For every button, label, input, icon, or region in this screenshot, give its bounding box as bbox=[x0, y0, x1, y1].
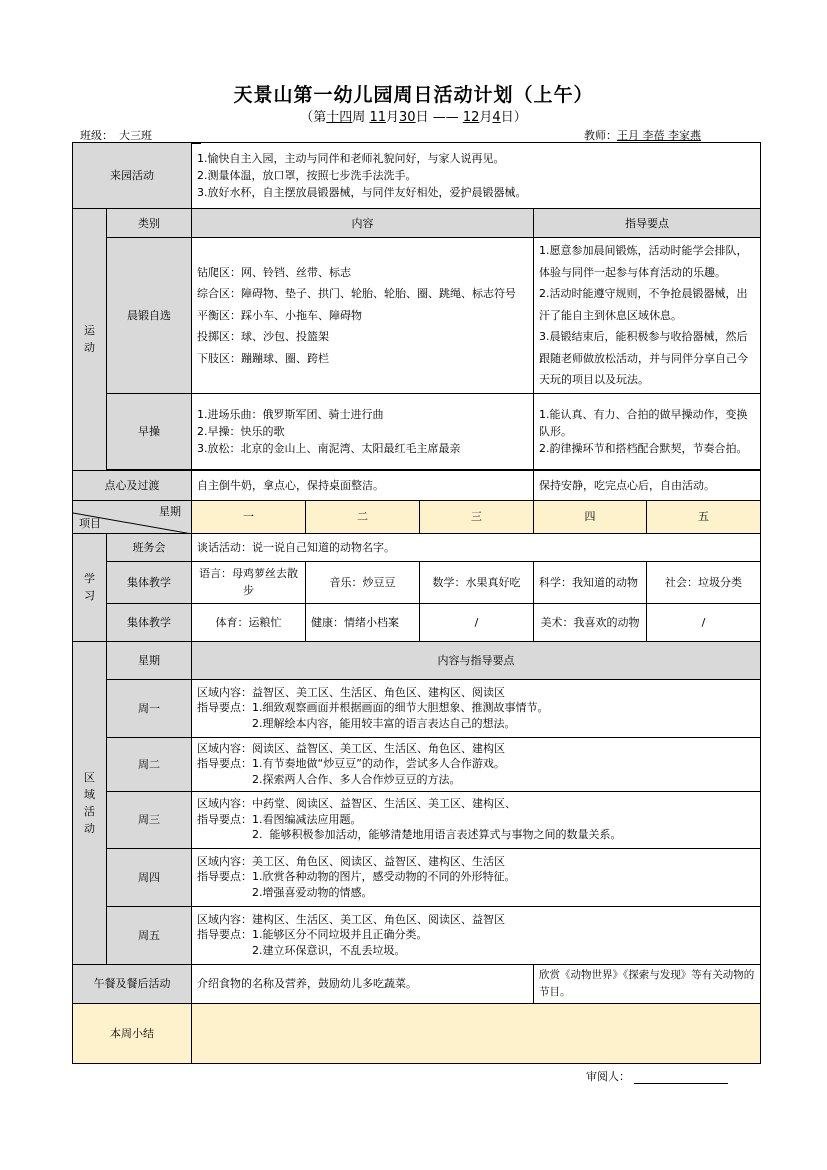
plan-table bbox=[72, 142, 761, 1064]
arrival-label: 来园活动 bbox=[73, 143, 192, 209]
exercise-content-line: 2.早操：快乐的歌 bbox=[197, 424, 285, 438]
area-col-day: 星期 bbox=[107, 641, 192, 679]
area-section-label bbox=[73, 641, 107, 964]
weekday-label: 星期 bbox=[159, 504, 181, 518]
sports-col-type: 类别 bbox=[107, 209, 192, 238]
area-day-label: 周三 bbox=[107, 791, 192, 848]
area-line: 2.探索两人合作、多人合作炒豆豆的方法。 bbox=[197, 772, 461, 786]
morning-content-line: 综合区：障碍物、垫子、拱门、轮胎、轮胎、圈、跳绳、标志符号 bbox=[197, 287, 516, 300]
morning-content bbox=[192, 238, 534, 394]
group-teaching-row-1 bbox=[73, 561, 761, 603]
exercise-row bbox=[73, 393, 761, 469]
weekday-thu: 四 bbox=[534, 500, 647, 533]
lesson-wed: / bbox=[420, 603, 534, 641]
lesson-wed: 数学：水果真好吃 bbox=[420, 561, 534, 603]
area-line: 区域内容：中药堂、阅读区、益智区、生活区、美工区、建构区、 bbox=[197, 797, 516, 811]
teacher-label: 教师： bbox=[584, 129, 617, 142]
group-teaching-row-2 bbox=[73, 603, 761, 641]
morning-content-line: 平衡区：踩小车、小拖车、障碍物 bbox=[197, 308, 362, 322]
date-open: （第 bbox=[300, 110, 327, 125]
lesson-thu: 美术：我喜欢的动物 bbox=[534, 603, 647, 641]
area-header-row bbox=[73, 641, 761, 679]
sports-label-char: 动 bbox=[84, 341, 95, 355]
area-day-content bbox=[192, 737, 761, 791]
area-day-content bbox=[192, 679, 761, 737]
date-dash: —— bbox=[432, 110, 459, 125]
summary-label: 本周小结 bbox=[73, 1003, 192, 1063]
start-day: 30 bbox=[399, 110, 416, 125]
reviewer-label: 审阅人： bbox=[586, 1070, 630, 1083]
area-day-content bbox=[192, 906, 761, 964]
lunch-points: 欣赏《动物世界》《探索与发现》等有关动物的节目。 bbox=[534, 964, 761, 1003]
exercise-point: 2.韵律操环节和搭档配合默契，节奏合拍。 bbox=[539, 441, 748, 455]
area-line: 2. 能够积极参加活动，能够清楚地用语言表述算式与事物之间的数量关系。 bbox=[197, 828, 622, 842]
class-value: 大三班 bbox=[113, 127, 201, 144]
week-number: 十四 bbox=[326, 110, 353, 125]
exercise-label: 早操 bbox=[107, 393, 192, 469]
group-teaching-label: 集体教学 bbox=[107, 561, 192, 603]
snack-label: 点心及过渡 bbox=[73, 470, 192, 500]
group-teaching-label: 集体教学 bbox=[107, 603, 192, 641]
weekday-mon: 一 bbox=[192, 500, 306, 533]
area-row-mon bbox=[73, 679, 761, 737]
area-line: 区域内容：阅读区、益智区、美工区、生活区、角色区、建构区 bbox=[197, 741, 505, 755]
area-day-label: 周五 bbox=[107, 906, 192, 964]
morning-content-line: 投掷区：球、沙包、投篮架 bbox=[197, 330, 329, 343]
area-line: 区域内容：益智区、美工区、生活区、角色区、建构区、阅读区 bbox=[197, 685, 505, 699]
end-month-suffix: 月 bbox=[479, 110, 493, 125]
end-day-suffix: 日 bbox=[500, 110, 514, 125]
area-label-char: 区 bbox=[84, 770, 95, 784]
arrival-line: 1.愉快自主入园，主动与同伴和老师礼貌问好，与家人说再见。 bbox=[197, 152, 505, 165]
morning-label: 晨锻自选 bbox=[107, 238, 192, 394]
end-month: 12 bbox=[462, 110, 480, 125]
lesson-mon: 语言：母鸡萝丝去散步 bbox=[192, 561, 306, 603]
weekday-wed: 三 bbox=[420, 500, 534, 533]
area-line: 区域内容：建构区、生活区、美工区、角色区、阅读区、益智区 bbox=[197, 912, 505, 926]
morning-content-line: 钻爬区：网、铃铛、丝带、标志 bbox=[197, 265, 351, 279]
snack-content: 自主倒牛奶，拿点心，保持桌面整洁。 bbox=[192, 470, 534, 500]
teacher-value: 王月 李蓓 李家燕 bbox=[617, 129, 701, 142]
area-day-content bbox=[192, 791, 761, 848]
area-line: 指导要点：1.看图编减法应用题。 bbox=[197, 812, 362, 826]
study-section-label bbox=[73, 533, 107, 641]
lunch-label: 午餐及餐后活动 bbox=[73, 964, 192, 1003]
weekday-fri: 五 bbox=[647, 500, 761, 533]
start-month-suffix: 月 bbox=[386, 110, 400, 125]
weekday-tue: 二 bbox=[306, 500, 420, 533]
arrival-content bbox=[192, 143, 761, 209]
lesson-fri: / bbox=[647, 603, 761, 641]
exercise-content-line: 3.放松：北京的金山上、南泥湾、太阳最红毛主席最亲 bbox=[197, 441, 461, 455]
exercise-content-line: 1.进场乐曲：俄罗斯军团、骑士进行曲 bbox=[197, 407, 384, 421]
area-line: 指导要点：1.细致观察画面并根据画面的细节大胆想象、推测故事情节。 bbox=[197, 701, 549, 715]
summary-row bbox=[73, 1003, 761, 1063]
lesson-thu: 科学：我知道的动物 bbox=[534, 561, 647, 603]
exercise-content bbox=[192, 393, 534, 469]
reviewer-signature-field[interactable] bbox=[634, 1071, 728, 1084]
end-day: 4 bbox=[492, 110, 501, 125]
class-meeting-label: 班务会 bbox=[107, 533, 192, 561]
area-line: 2.增强喜爱动物的情感。 bbox=[197, 885, 373, 899]
area-line: 区域内容：美工区、角色区、阅读区、益智区、建构区、生活区 bbox=[197, 854, 505, 868]
exercise-point: 1.能认真、有力、合拍的做早操动作，变换队形。 bbox=[539, 407, 748, 438]
area-line: 指导要点：1.欣赏各种动物的图片，感受动物的不同的外形特征。 bbox=[197, 870, 516, 884]
date-close: ） bbox=[513, 110, 527, 125]
area-day-label: 周一 bbox=[107, 679, 192, 737]
class-label: 班级： bbox=[80, 129, 113, 142]
study-label-char: 习 bbox=[84, 589, 95, 602]
class-meeting-content: 谈话活动：说一说自己知道的动物名字。 bbox=[192, 533, 761, 561]
arrival-row bbox=[73, 143, 761, 209]
area-label-char: 动 bbox=[84, 821, 95, 835]
area-row-tue bbox=[73, 737, 761, 791]
lesson-tue: 音乐：炒豆豆 bbox=[306, 561, 420, 603]
lunch-row bbox=[73, 964, 761, 1003]
lunch-content: 介绍食物的名称及营养，鼓励幼儿多吃蔬菜。 bbox=[192, 964, 534, 1003]
sports-label-char: 运 bbox=[84, 324, 95, 338]
sports-header-row bbox=[73, 209, 761, 238]
morning-content-line: 下肢区：蹦蹦球、圈、跨栏 bbox=[197, 351, 329, 365]
area-day-content bbox=[192, 848, 761, 906]
date-range bbox=[0, 106, 827, 125]
area-row-wed bbox=[73, 791, 761, 848]
teacher-info bbox=[584, 127, 701, 143]
lesson-tue: 健康：情绪小档案 bbox=[306, 603, 420, 641]
lesson-fri: 社会：垃圾分类 bbox=[647, 561, 761, 603]
study-label-char: 学 bbox=[84, 572, 95, 585]
sports-section-label bbox=[73, 209, 107, 471]
arrival-line: 2.测量体温，放口罩，按照七步洗手法洗手。 bbox=[197, 169, 417, 182]
page-title: 天景山第一幼儿园周日活动计划（上午） bbox=[233, 84, 594, 106]
area-line: 指导要点：1.有节奏地做“炒豆豆”的动作，尝试多人合作游戏。 bbox=[197, 757, 505, 771]
area-line: 指导要点：1.能够区分不同垃圾并且正确分类。 bbox=[197, 928, 428, 942]
weekday-header-row bbox=[73, 500, 761, 533]
area-day-label: 周二 bbox=[107, 737, 192, 791]
area-row-fri bbox=[73, 906, 761, 964]
morning-exercise-row bbox=[73, 238, 761, 394]
area-day-label: 周四 bbox=[107, 848, 192, 906]
sports-col-points: 指导要点 bbox=[534, 209, 761, 238]
area-line: 2.建立环保意识，不乱丢垃圾。 bbox=[197, 943, 406, 957]
morning-point: 2.活动时能遵守规则，不争抢晨锻器械，出汗了能自主到休息区域休息。 bbox=[539, 287, 748, 322]
arrival-line: 3.放好水杯，自主摆放晨锻器械，与同伴友好相处，爱护晨锻器械。 bbox=[197, 186, 527, 199]
morning-point: 1.愿意参加晨间锻炼，活动时能学会排队，体验与同伴一起参与体育活动的乐趣。 bbox=[539, 244, 748, 279]
area-label-char: 域 bbox=[84, 787, 95, 801]
start-day-suffix: 日 bbox=[415, 110, 429, 125]
area-col-content: 内容与指导要点 bbox=[192, 641, 761, 679]
lesson-mon: 体育：运粮忙 bbox=[192, 603, 306, 641]
sports-col-content: 内容 bbox=[192, 209, 534, 238]
morning-point: 3.晨锻结束后，能积极参与收拾器械，然后跟随老师做放松活动，并与同伴分享自己今天玩的项目以及玩法。 bbox=[539, 330, 748, 386]
class-meeting-row bbox=[73, 533, 761, 561]
item-label: 项目 bbox=[79, 516, 101, 530]
exercise-points bbox=[534, 393, 761, 469]
reviewer-line bbox=[586, 1068, 728, 1084]
snack-row bbox=[73, 470, 761, 500]
morning-points bbox=[534, 238, 761, 394]
area-label-char: 活 bbox=[84, 804, 95, 818]
weekday-item-corner bbox=[73, 500, 192, 533]
area-row-thu bbox=[73, 848, 761, 906]
week-suffix: 周 bbox=[352, 110, 366, 125]
area-line: 2.理解绘本内容，能用较丰富的语言表达自己的想法。 bbox=[197, 716, 516, 730]
snack-points: 保持安静，吃完点心后，自由活动。 bbox=[534, 470, 761, 500]
start-month: 11 bbox=[369, 110, 386, 125]
summary-content[interactable] bbox=[192, 1003, 761, 1063]
